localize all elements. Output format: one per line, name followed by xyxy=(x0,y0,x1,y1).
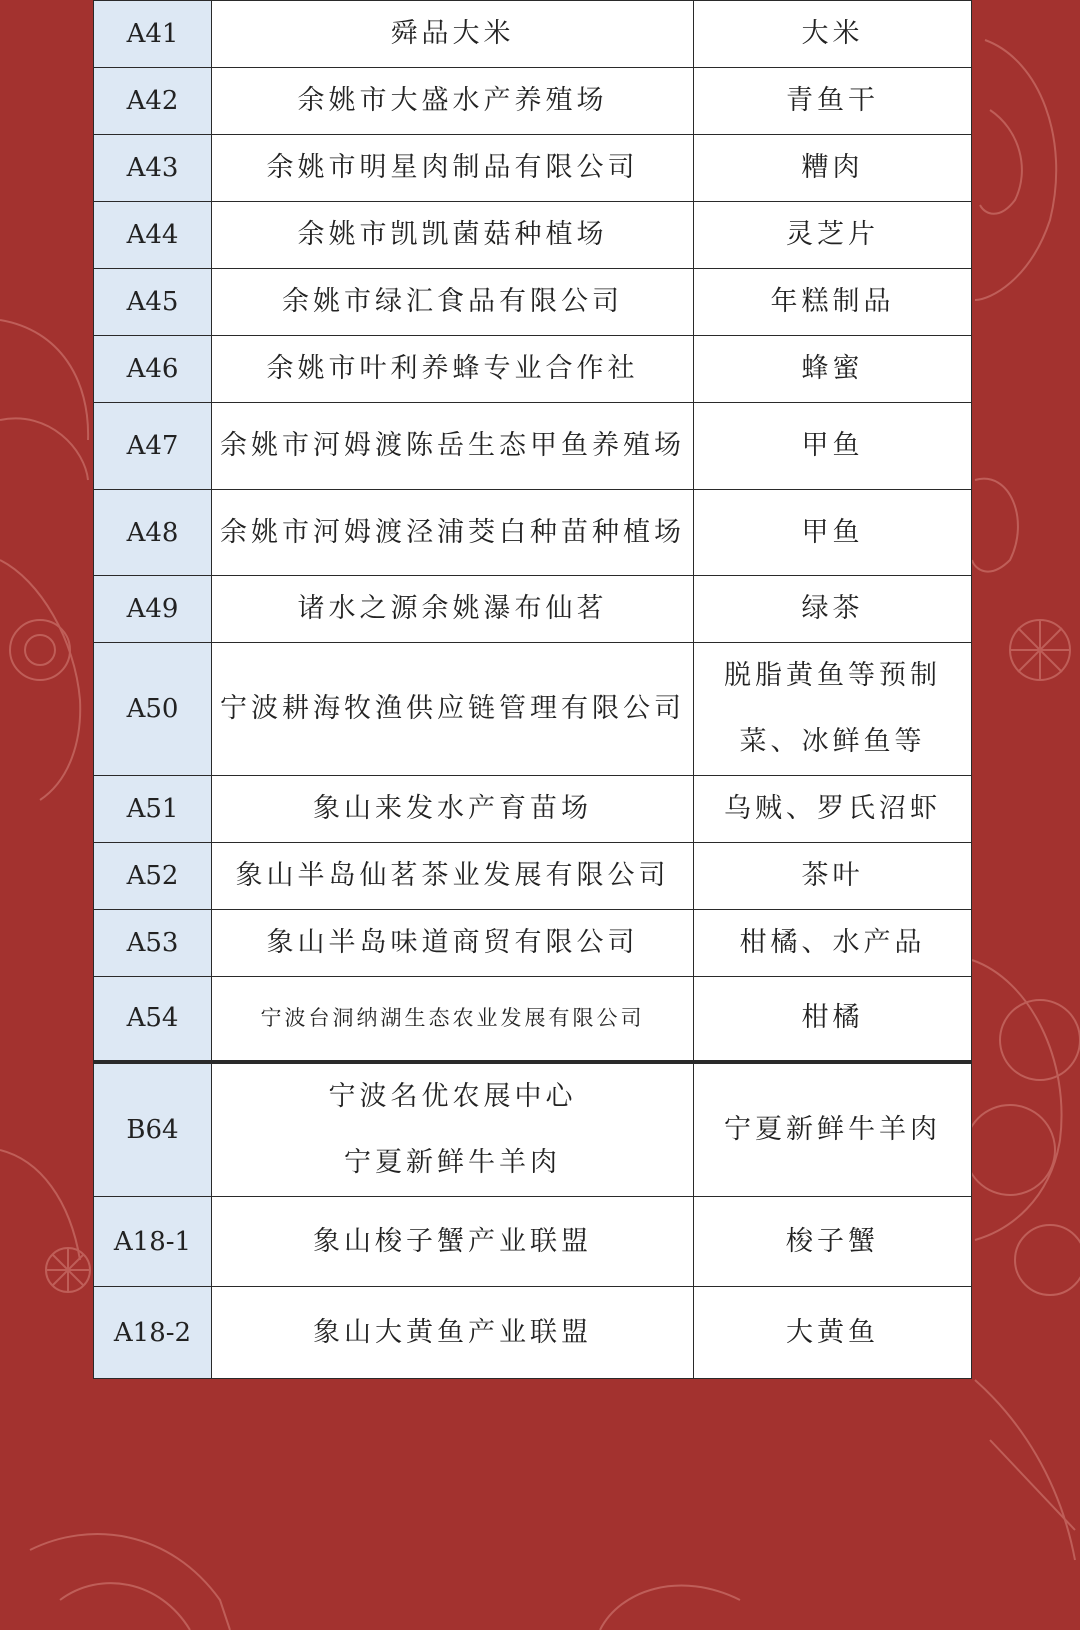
product-name: 青鱼干 xyxy=(786,85,879,116)
product-cell xyxy=(694,776,972,843)
table-row xyxy=(94,1,972,68)
product-cell xyxy=(694,910,972,977)
booth-number-cell: B64 xyxy=(94,1062,212,1197)
product-name: 甲鱼 xyxy=(801,430,864,461)
product-name: 大米 xyxy=(801,18,864,49)
product-cell xyxy=(694,490,972,576)
company-name: 余姚市河姆渡陈岳生态甲鱼养殖场 xyxy=(220,430,685,461)
table-row xyxy=(94,1062,972,1197)
company-name: 象山半岛味道商贸有限公司 xyxy=(266,927,639,958)
company-cell xyxy=(212,576,694,643)
booth-number-cell: A52 xyxy=(94,843,212,910)
company-name: 舜品大米 xyxy=(390,18,515,49)
company-cell xyxy=(212,202,694,269)
product-cell xyxy=(694,336,972,403)
booth-number-cell: A51 xyxy=(94,776,212,843)
table-row xyxy=(94,68,972,135)
booth-number-cell: A46 xyxy=(94,336,212,403)
company-name: 象山梭子蟹产业联盟 xyxy=(313,1225,592,1257)
booth-number-cell: A18-1 xyxy=(94,1197,212,1287)
product-name: 蜂蜜 xyxy=(801,353,864,384)
company-name: 象山半岛仙茗茶业发展有限公司 xyxy=(235,860,670,891)
company-name: 宁夏新鲜牛羊肉 xyxy=(344,1146,561,1178)
product-cell xyxy=(694,1197,972,1287)
company-cell xyxy=(212,977,694,1062)
company-cell xyxy=(212,643,694,776)
booth-number-cell: A48 xyxy=(94,490,212,576)
company-cell xyxy=(212,269,694,336)
company-cell xyxy=(212,910,694,977)
product-name: 梭子蟹 xyxy=(786,1225,879,1257)
booth-number-cell: A18-2 xyxy=(94,1287,212,1379)
company-name: 余姚市大盛水产养殖场 xyxy=(297,85,608,116)
product-name: 甲鱼 xyxy=(801,516,864,548)
booth-number-cell: A42 xyxy=(94,68,212,135)
product-cell xyxy=(694,1287,972,1379)
table-row xyxy=(94,910,972,977)
booth-number-cell: A47 xyxy=(94,403,212,490)
product-cell xyxy=(694,1062,972,1197)
table-row xyxy=(94,977,972,1062)
product-name: 宁夏新鲜牛羊肉 xyxy=(724,1113,941,1145)
company-cell xyxy=(212,336,694,403)
product-cell xyxy=(694,269,972,336)
product-cell xyxy=(694,977,972,1062)
booth-number-cell: A54 xyxy=(94,977,212,1062)
company-cell xyxy=(212,403,694,490)
product-name: 茶叶 xyxy=(801,860,864,891)
table-row xyxy=(94,576,972,643)
exhibitor-table-body xyxy=(94,1,972,1379)
company-cell xyxy=(212,68,694,135)
product-cell xyxy=(694,1,972,68)
table-row xyxy=(94,135,972,202)
company-name: 象山来发水产育苗场 xyxy=(313,793,592,824)
product-name: 柑橘 xyxy=(801,1002,864,1034)
booth-number-cell: A50 xyxy=(94,643,212,776)
table-row xyxy=(94,643,972,776)
table-row xyxy=(94,1197,972,1287)
company-name: 宁波耕海牧渔供应链管理有限公司 xyxy=(220,693,685,724)
exhibitor-table xyxy=(93,0,972,1379)
booth-number-cell: A41 xyxy=(94,1,212,68)
product-name: 乌贼、罗氏沼虾 xyxy=(724,793,941,824)
product-cell xyxy=(694,576,972,643)
company-cell xyxy=(212,490,694,576)
product-name: 大黄鱼 xyxy=(786,1316,879,1348)
booth-number-cell: A44 xyxy=(94,202,212,269)
table-row xyxy=(94,269,972,336)
company-name: 诸水之源余姚瀑布仙茗 xyxy=(297,593,608,624)
product-cell xyxy=(694,643,972,776)
product-name: 年糕制品 xyxy=(770,286,895,317)
company-name: 余姚市凯凯菌菇种植场 xyxy=(297,219,608,250)
company-cell xyxy=(212,1197,694,1287)
product-name: 脱脂黄鱼等预制 xyxy=(724,660,941,691)
company-cell xyxy=(212,776,694,843)
table-row xyxy=(94,1287,972,1379)
company-name: 余姚市明星肉制品有限公司 xyxy=(266,152,639,183)
table-row xyxy=(94,336,972,403)
company-cell xyxy=(212,843,694,910)
booth-number-cell: A45 xyxy=(94,269,212,336)
product-cell xyxy=(694,68,972,135)
company-name: 余姚市河姆渡泾浦茭白种苗种植场 xyxy=(220,516,685,548)
company-name: 宁波名优农展中心 xyxy=(328,1080,577,1112)
product-cell xyxy=(694,403,972,490)
company-cell xyxy=(212,1062,694,1197)
table-row xyxy=(94,403,972,490)
company-cell xyxy=(212,135,694,202)
product-name: 菜、冰鲜鱼等 xyxy=(739,726,926,757)
product-cell xyxy=(694,202,972,269)
company-name: 象山大黄鱼产业联盟 xyxy=(313,1316,592,1348)
booth-number-cell: A43 xyxy=(94,135,212,202)
product-name: 糟肉 xyxy=(801,152,864,183)
exhibitor-table-container xyxy=(93,0,971,1379)
table-row xyxy=(94,776,972,843)
company-cell xyxy=(212,1,694,68)
company-cell xyxy=(212,1287,694,1379)
product-name: 绿茶 xyxy=(801,593,864,624)
product-name: 灵芝片 xyxy=(786,219,879,250)
product-name: 柑橘、水产品 xyxy=(739,927,926,958)
product-cell xyxy=(694,843,972,910)
table-row xyxy=(94,202,972,269)
table-row xyxy=(94,490,972,576)
booth-number-cell: A53 xyxy=(94,910,212,977)
company-name: 余姚市叶利养蜂专业合作社 xyxy=(266,353,639,384)
company-name: 宁波台洞纳湖生态农业发展有限公司 xyxy=(260,1006,645,1031)
table-row xyxy=(94,843,972,910)
booth-number-cell: A49 xyxy=(94,576,212,643)
company-name: 余姚市绿汇食品有限公司 xyxy=(282,286,623,317)
product-cell xyxy=(694,135,972,202)
